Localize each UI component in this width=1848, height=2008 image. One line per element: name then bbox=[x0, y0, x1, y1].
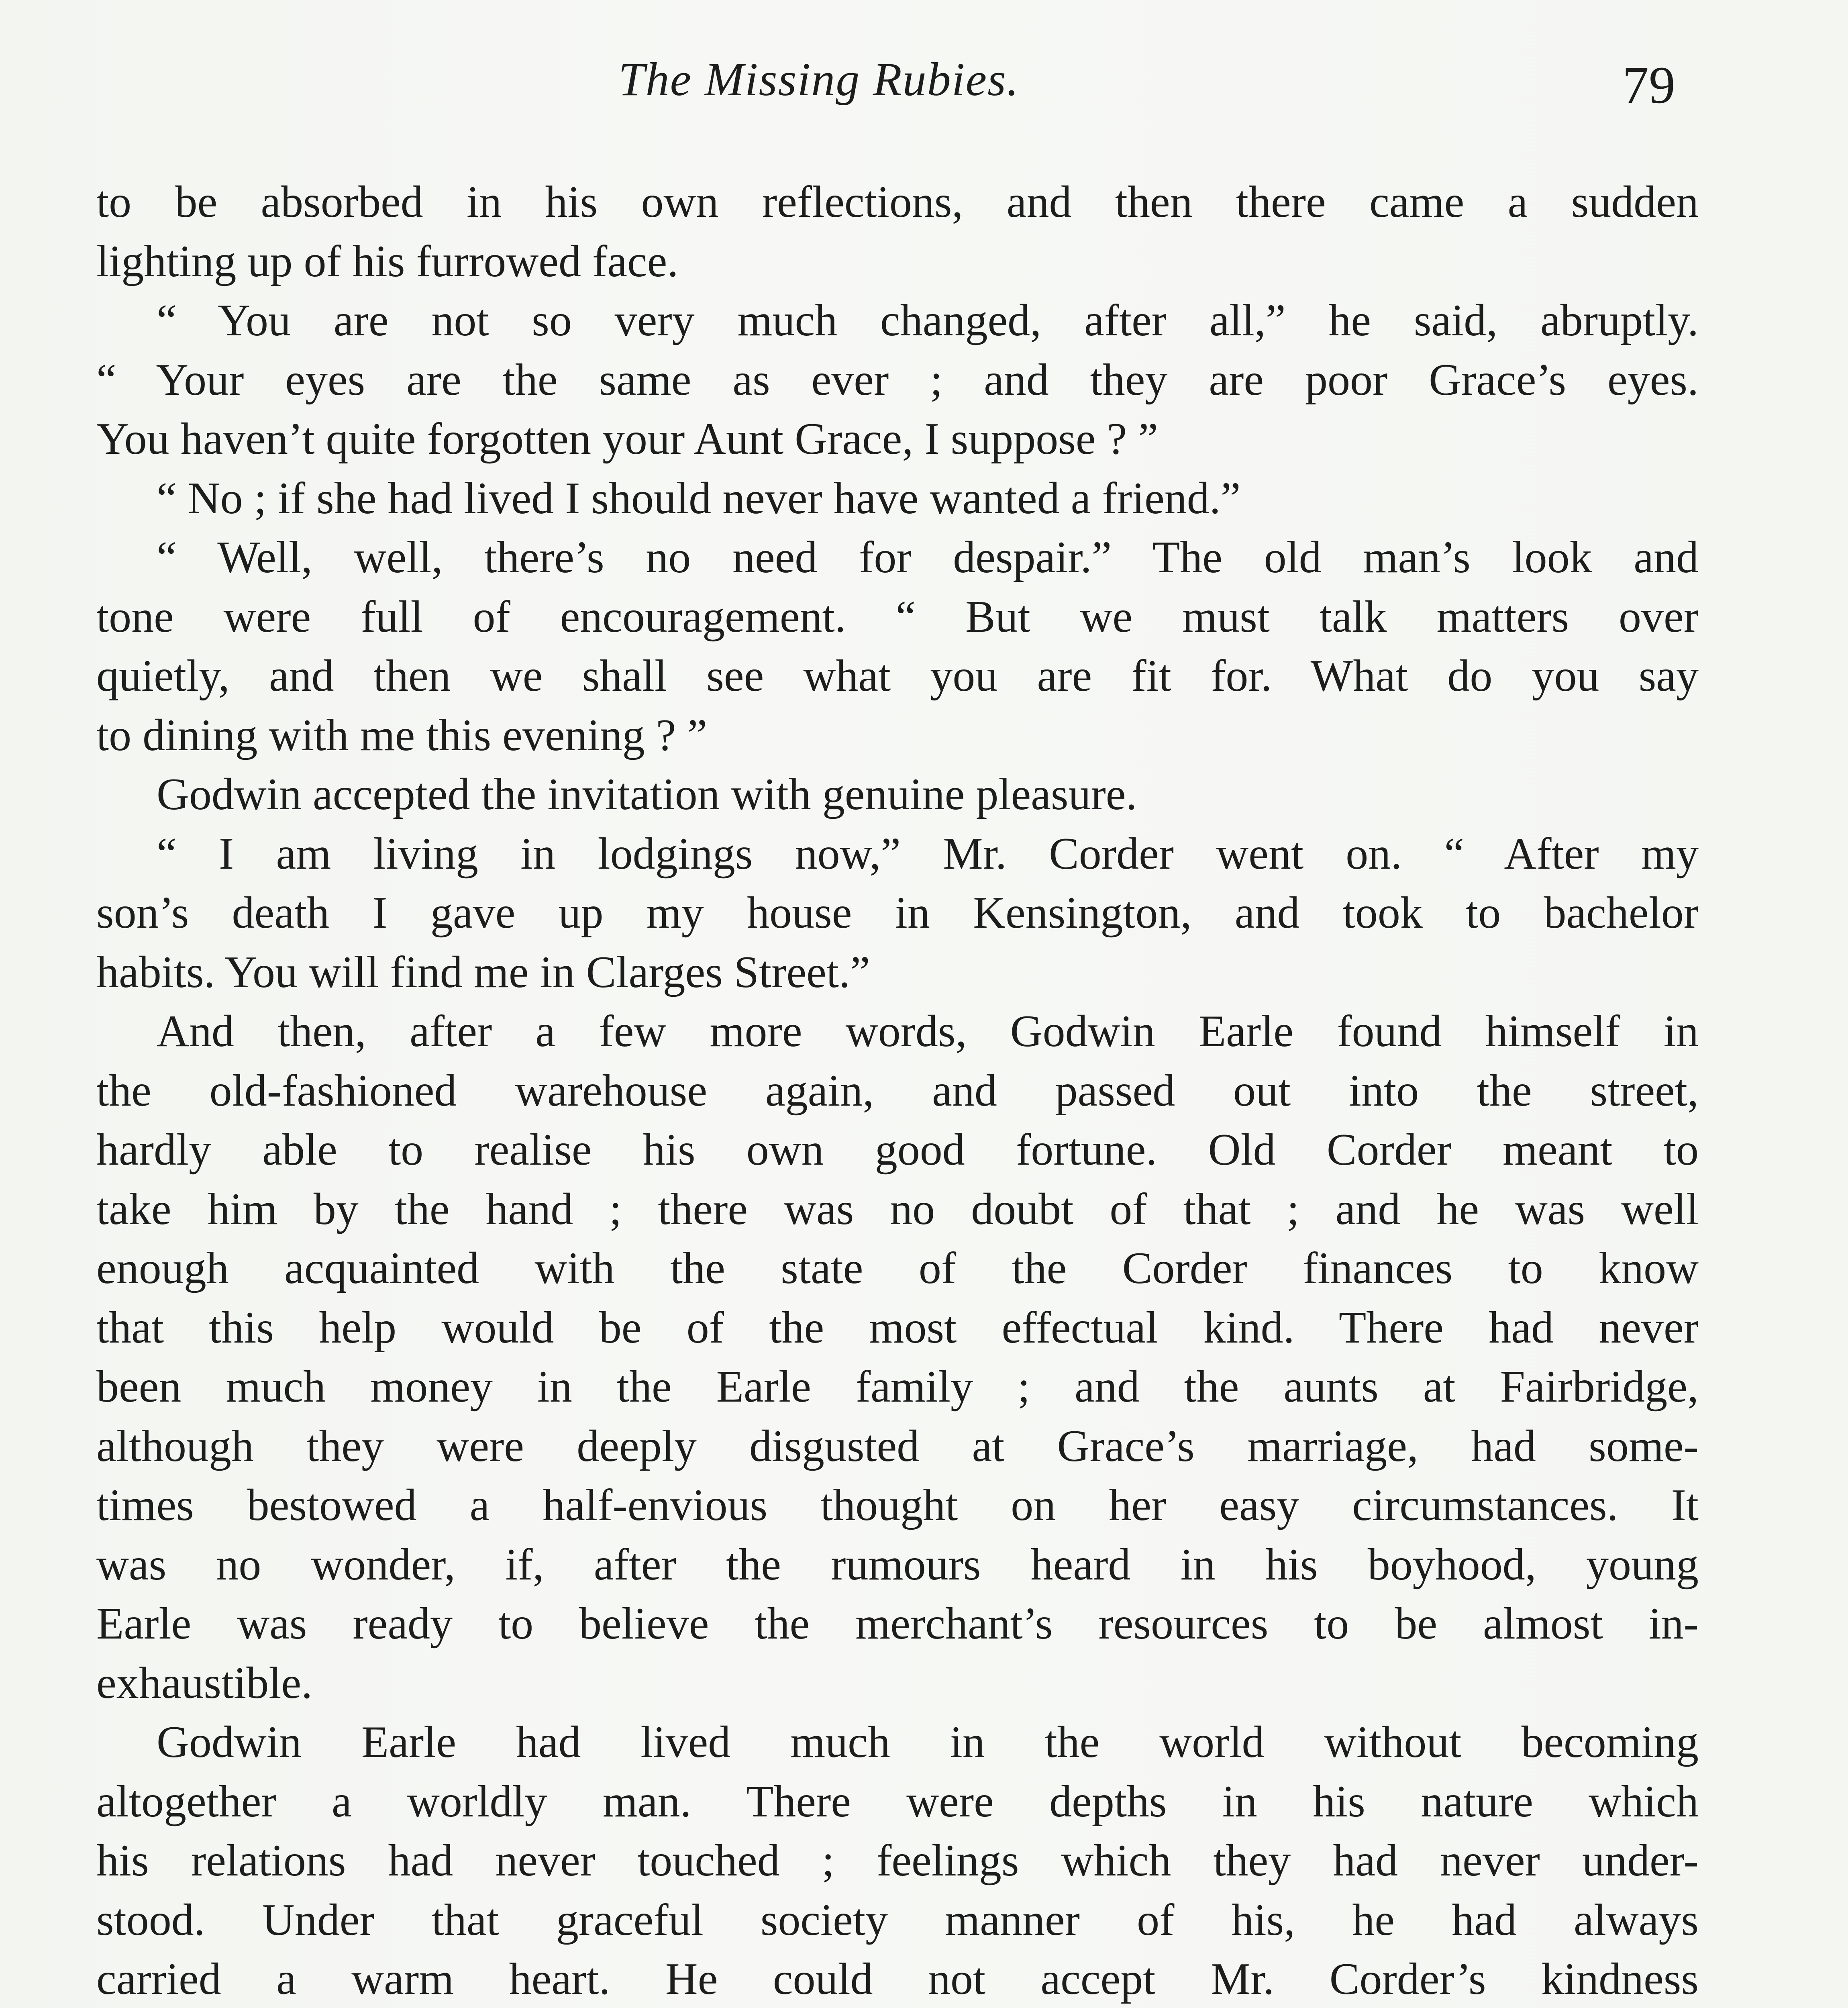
text-line: quietly, and then we shall see what you are fit for. What do you say bbox=[96, 651, 1699, 701]
text-line: And then, after a few more words, Godwin Earle found himself in bbox=[157, 1006, 1699, 1056]
text-line: times bestowed a half-envious thought on her easy circumstances. It bbox=[96, 1480, 1699, 1530]
text-line: take him by the hand ; there was no doubt of that ; and he was well bbox=[96, 1184, 1699, 1234]
text-line: been much money in the Earle family ; and the aunts at Fairbridge, bbox=[96, 1362, 1699, 1412]
text-line: Godwin accepted the invitation with genuine pleasure. bbox=[157, 769, 1137, 819]
text-line: habits. You will find me in Clarges Street.” bbox=[96, 947, 870, 997]
text-line: the old-fashioned warehouse again, and passed out into the street, bbox=[96, 1065, 1699, 1116]
text-line: carried a warm heart. He could not accept Mr. Corder’s kindness bbox=[96, 1954, 1699, 2004]
text-line: although they were deeply disgusted at Grace’s marriage, had some- bbox=[96, 1421, 1699, 1471]
text-line: hardly able to realise his own good fortune. Old Corder meant to bbox=[96, 1125, 1699, 1175]
text-line: son’s death I gave up my house in Kensington, and took to bachelor bbox=[96, 888, 1699, 938]
text-line: enough acquainted with the state of the Corder finances to know bbox=[96, 1243, 1699, 1293]
text-line: “ Your eyes are the same as ever ; and they are poor Grace’s eyes. bbox=[96, 355, 1699, 405]
body-text bbox=[96, 173, 1699, 2008]
text-line: “ You are not so very much changed, after all,” he said, abruptly. bbox=[157, 296, 1699, 345]
text-line: that this help would be of the most effectual kind. There had never bbox=[96, 1302, 1699, 1353]
text-line: “ No ; if she had lived I should never have wanted a friend.” bbox=[157, 473, 1241, 523]
text-line: tone were full of encouragement. “ But we must talk matters over bbox=[96, 592, 1699, 642]
text-line: his relations had never touched ; feelings which they had never under- bbox=[96, 1836, 1699, 1886]
text-line: You haven’t quite forgotten your Aunt Grace, I suppose ? ” bbox=[96, 414, 1158, 464]
text-line: “ Well, well, there’s no need for despair.” The old man’s look and bbox=[157, 533, 1699, 582]
running-title: The Missing Rubies. bbox=[618, 53, 1020, 106]
text-line: to dining with me this evening ? ” bbox=[96, 710, 708, 760]
text-line: “ I am living in lodgings now,” Mr. Corder went on. “ After my bbox=[157, 829, 1699, 879]
page-number: 79 bbox=[1622, 55, 1675, 114]
text-line: lighting up of his furrowed face. bbox=[96, 236, 679, 286]
text-line: Godwin Earle had lived much in the world without becoming bbox=[157, 1717, 1699, 1767]
text-line: stood. Under that graceful society manner of his, he had always bbox=[96, 1895, 1699, 1945]
text-line: Earle was ready to believe the merchant’s resources to be almost in- bbox=[96, 1599, 1699, 1649]
text-line: to be absorbed in his own reflections, and then there came a sudden bbox=[96, 177, 1699, 227]
text-line: was no wonder, if, after the rumours heard in his boyhood, young bbox=[96, 1539, 1699, 1590]
text-line: exhaustible. bbox=[96, 1658, 313, 1708]
text-line: altogether a worldly man. There were depths in his nature which bbox=[96, 1776, 1699, 1826]
